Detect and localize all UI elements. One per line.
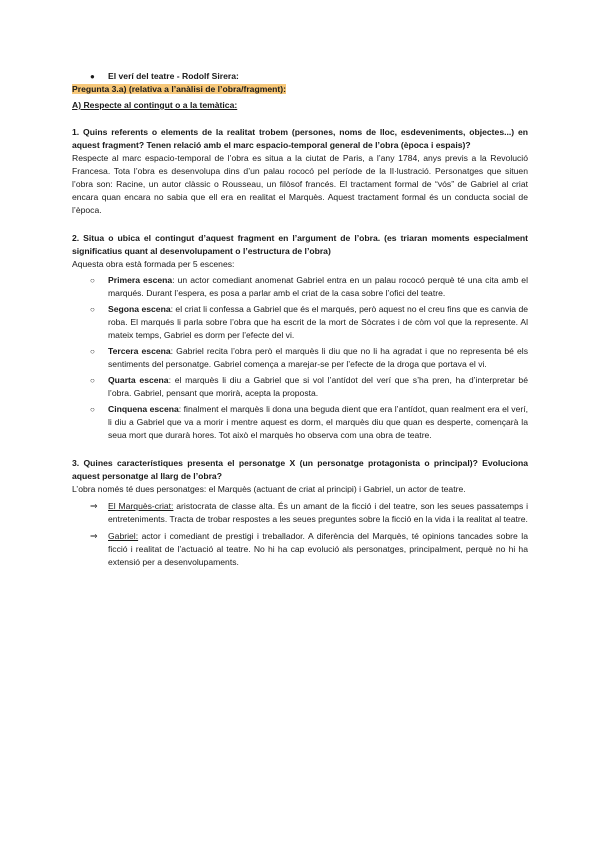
scene-label: Quarta escena (108, 375, 169, 385)
section-a-heading: A) Respecte al contingut o a la temàtica: (72, 100, 238, 110)
scene-label: Primera escena (108, 275, 173, 285)
character-text: actor i comediant de prestigi i treballador. A diferència del Marquès, té opinions tancades sobre la ficció i realitat de l’actuació al teatre. No hi ha cap evolució als personatges, principalment, perquè no hi ha extensió per a desenvolupaments. (108, 531, 528, 567)
scene-label: Tercera escena (108, 346, 171, 356)
list-item (90, 530, 528, 569)
scene-text: : el criat li confessa a Gabriel que és el marqués, però aquest no el creu fins que es canvia de roba. El marqués li parla sobre l’obra que ha escrit de la mort de Sòcrates i de còm vol que la represente. Al mateix temps, Gabriel es dorm per l’efecte del vi. (108, 304, 529, 340)
scene-list (72, 274, 528, 442)
pregunta-line (72, 83, 528, 96)
character-label: El Marquès-criat: (108, 501, 174, 511)
scene-text: : Gabriel recita l’obra però el marquès li diu que no li ha agradat i que no representa bé els sentiments del personatge. Gabriel comença a marejar-se per l’efecte de la droga que portava el vi. (108, 346, 528, 369)
pregunta-heading: Pregunta 3.a) (relativa a l’anàlisi de l’obra/fragment): (72, 84, 286, 94)
document-title: El verí del teatre - Rodolf Sirera: (108, 71, 239, 81)
question-1-title: 1. Quins referents o elements de la realitat trobem (persones, noms de lloc, esdeveniments, objectes...) en aquest fragment? Tenen relació amb el marc espacio-temporal general de l’obra (època i espais)? (72, 127, 528, 150)
question-1-answer: Respecte al marc espacio-temporal de l’obra es situa a la ciutat de Paris, a l’any 1784, anys previs a la Revolució Francesa. Tota l’obra es desenvolupa dins d’un palau rococó pel període de la Il·lustració. Personatges que situen l’obra son: Racine, un autor clàssic o Rousseau, un filòsof francés. El tractament formal de “vós” de Gabriel al criat encara quan encara no sabia que ell era en realitat el Marquès. Aquest tractament formal és un conducta social de l’època. (72, 153, 528, 215)
question-3-title: 3. Quines característiques presenta el personatge X (un personatge protagonista o principal)? Evoluciona aquest personatge al llarg de l’obra? (72, 458, 528, 481)
scene-label: Segona escena (108, 304, 171, 314)
arrow-bullet-icon: ⇒ (90, 531, 98, 541)
bullet-dot-icon: ● (90, 72, 95, 81)
arrow-bullet-icon: ⇒ (90, 501, 98, 511)
question-3-intro: L’obra només té dues personatges: el Marquès (actuant de criat al principi) i Gabriel, un actor de teatre. (72, 484, 466, 494)
question-2-intro: Aquesta obra està formada per 5 escenes: (72, 259, 235, 269)
circle-bullet-icon: ○ (90, 376, 95, 385)
list-item (90, 274, 528, 300)
scene-text: : el marquès li diu a Gabriel que si vol l’antídot del verí que s’ha pren, ha d’interpretar bé l’obra. Gabriel, pensant que morirà, acepta la proposta. (108, 375, 528, 398)
title-bullet-item (90, 70, 528, 83)
list-item (90, 303, 528, 342)
scene-text: : finalment el marquès li dona una beguda dient que era l’antídot, quan realment era el verí, li diu a Gabriel que va a morir i mentre aquest es dorm, el marquès diu que quan es desperte, començarà la seua mort que durarà hores. Tot això el marquès ho observa com una obra de teatre. (108, 404, 528, 440)
question-2-title: 2. Situa o ubica el contingut d’aquest fragment en l’argument de l’obra. (es triaran moments especialment significatius quant al desenvolupament o l’estructura de l’obra) (72, 233, 528, 256)
list-item (90, 374, 528, 400)
circle-bullet-icon: ○ (90, 276, 95, 285)
scene-label: Cinquena escena (108, 404, 179, 414)
circle-bullet-icon: ○ (90, 405, 95, 414)
circle-bullet-icon: ○ (90, 347, 95, 356)
character-label: Gabriel: (108, 531, 139, 541)
list-item (90, 345, 528, 371)
character-list (72, 500, 528, 569)
list-item (90, 500, 528, 526)
circle-bullet-icon: ○ (90, 305, 95, 314)
list-item (90, 403, 528, 442)
scene-text: : un actor comediant anomenat Gabriel entra en un palau rococó perquè té una cita amb el marqués. Durant l’espera, es posa a parlar amb el criat de la casa sobre l’ofici del teatre. (108, 275, 528, 298)
character-text: aristocrata de classe alta. És un amant de la ficció i del teatre, son les seues passatemps i entreteniments. Tracta de trobar respostes a les seues preguntes sobre la ficció en la vida i la realitat al teatre. (108, 501, 528, 524)
